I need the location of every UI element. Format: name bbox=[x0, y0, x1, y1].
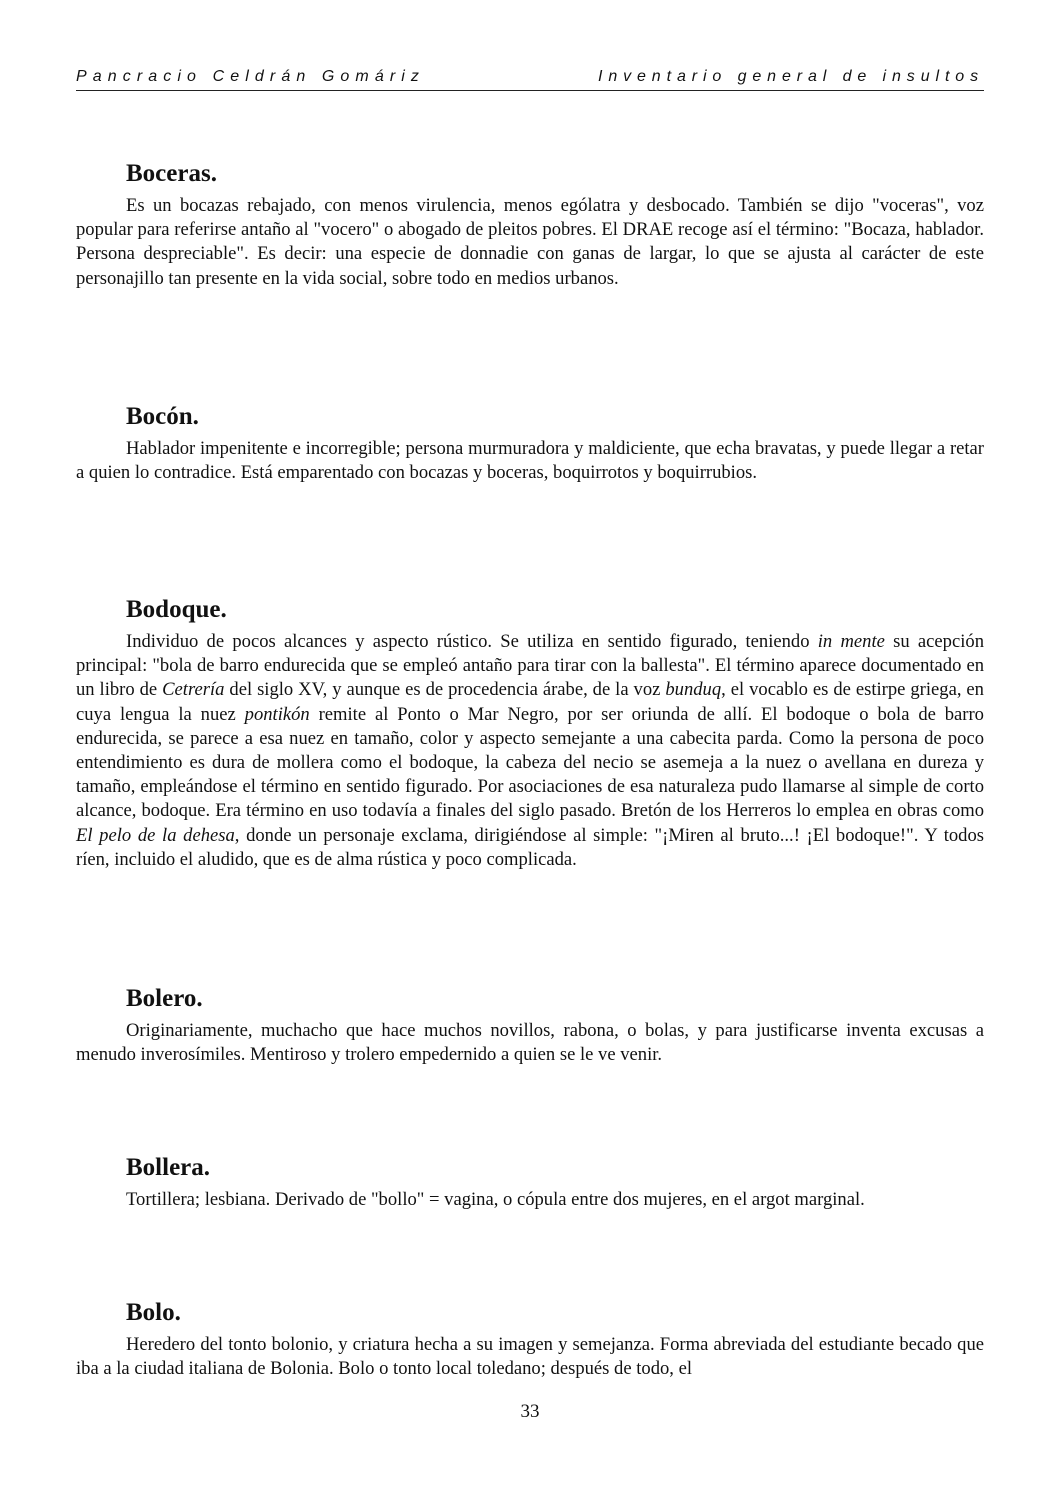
italic-term: pontikón bbox=[244, 703, 310, 725]
definition-text: del siglo XV, y aunque es de procedencia árabe, de la voz bbox=[224, 679, 666, 701]
entry-boceras bbox=[76, 158, 984, 291]
entry-bocon bbox=[76, 401, 984, 485]
definition-text: su acepción principal: "bola de barro endurecida que se empleó antaño para tirar con la ballesta". El término aparece documentado en un libro de bbox=[76, 631, 984, 701]
italic-term: Cetrería bbox=[162, 679, 225, 701]
entry-definition: Es un bocazas rebajado, con menos virulencia, menos ególatra y desbocado. También se dijo "voceras", voz popular para referirse antaño al "vocero" o abogado de pleitos pobres. El DRAE recoge así el término: "Bocaza, hablador. Persona despreciable". Es decir: una especie de donnadie con ganas de largar, lo que se ajusta al carácter de este personajillo tan presente en la vida social, sobre todo en medios urbanos. bbox=[76, 195, 984, 289]
definition-text: , el vocablo es de estirpe griega, en cuya lengua la nuez bbox=[76, 679, 984, 725]
entry-term: Boceras. bbox=[126, 160, 217, 187]
page-number: 33 bbox=[520, 1401, 540, 1422]
entry-definition: Originariamente, muchacho que hace muchos novillos, rabona, o bolas, y para justificarse inventa excusas a menudo inverosímiles. Mentiroso y trolero empedernido a quien se le ve venir. bbox=[76, 1020, 984, 1066]
entry-definition: Tortillera; lesbiana. Derivado de "bollo" = vagina, o cópula entre dos mujeres, en el argot marginal. bbox=[126, 1189, 865, 1210]
entry-term: Bolero. bbox=[126, 985, 203, 1012]
definition-text: remite al Ponto o Mar Negro, por ser oriunda de allí. El bodoque o bola de barro endurecida, se parece a esa nuez en tamaño, color y aspecto semejante a una cabecita parda. Como la persona de poco entendimiento es dura de mollera como el bodoque, la cabeza del necio se asemeja a la nuez o avellana en dureza y tamaño, empleándose el término en sentido figurado. Por asociaciones de esa naturaleza pudo llamarse al simple de corto alcance, bodoque. Era término en uso todavía a finales del siglo pasado. Bretón de los Herreros lo emplea en obras como bbox=[76, 703, 984, 822]
entry-bodoque bbox=[76, 594, 984, 872]
running-header bbox=[76, 68, 984, 91]
entry-term: Bodoque. bbox=[126, 596, 227, 623]
entry-bolo bbox=[76, 1297, 984, 1381]
entry-term: Bollera. bbox=[126, 1154, 211, 1181]
header-author: Pancracio Celdrán Gomáriz bbox=[76, 68, 426, 85]
entry-definition: Heredero del tonto bolonio, y criatura hecha a su imagen y semejanza. Forma abreviada del estudiante becado que iba a la ciudad italiana de Bolonia. Bolo o tonto local toledano; después de todo, el bbox=[76, 1334, 984, 1380]
entry-term: Bocón. bbox=[126, 403, 199, 430]
entry-term: Bolo. bbox=[126, 1299, 181, 1326]
definition-text: , donde un personaje exclama, dirigiéndose al simple: "¡Miren al bruto...! ¡El bodoque!". Y todos ríen, incluido el aludido, que es de alma rústica y poco complicada. bbox=[76, 824, 984, 870]
definition-text: Individuo de pocos alcances y aspecto rústico. Se utiliza en sentido figurado, teniendo bbox=[126, 631, 818, 652]
entry-definition bbox=[76, 630, 984, 872]
entry-bolero bbox=[76, 983, 984, 1067]
header-book-title: Inventario general de insultos bbox=[597, 68, 984, 85]
entry-bollera bbox=[76, 1152, 984, 1212]
italic-term: bunduq bbox=[665, 679, 722, 701]
italic-term: El pelo de la dehesa bbox=[76, 824, 235, 846]
italic-term: in mente bbox=[817, 631, 885, 652]
entry-definition: Hablador impenitente e incorregible; persona murmuradora y maldiciente, que echa bravatas, y puede llegar a retar a quien lo contradice. Está emparentado con bocazas y boceras, boquirrotos y boquirrubios. bbox=[76, 438, 984, 484]
